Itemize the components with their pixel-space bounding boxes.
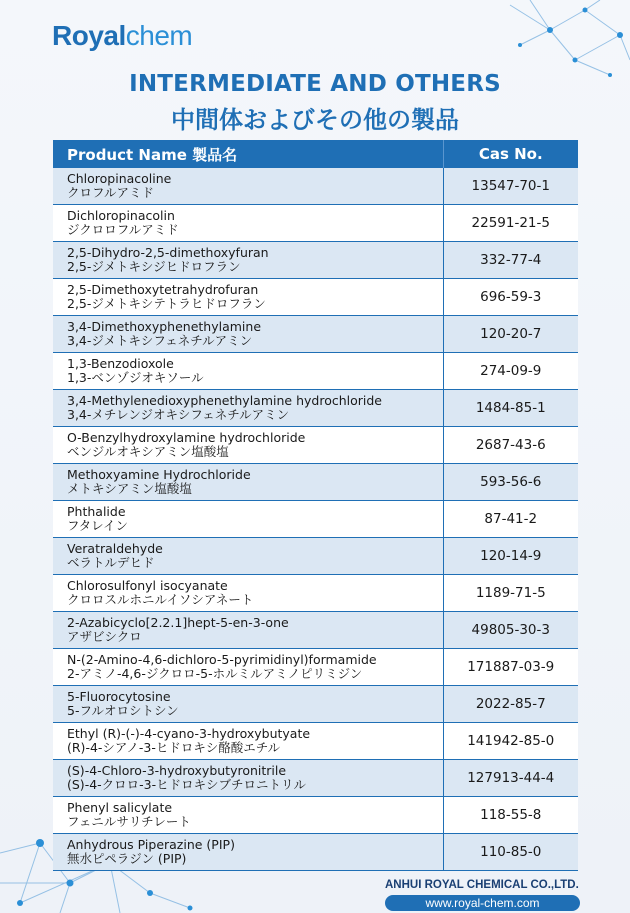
product-name-japanese: 無水ピペラジン (PIP) — [67, 851, 187, 866]
brand-logo — [52, 20, 192, 52]
product-name-cell — [53, 464, 443, 501]
product-name-cell — [53, 168, 443, 205]
product-name-cell — [53, 501, 443, 538]
cas-number-cell: 110-85-0 — [443, 834, 578, 871]
cas-number-cell: 22591-21-5 — [443, 205, 578, 242]
product-name-japanese: フタレイン — [67, 518, 129, 533]
product-name-cell — [53, 242, 443, 279]
cas-number-cell: 1189-71-5 — [443, 575, 578, 612]
product-name-english: 3,4-Methylenedioxyphenethylamine hydrochloride — [67, 393, 382, 408]
product-name-japanese: クロロスルホニルイソシアネート — [67, 592, 254, 607]
product-name-english: 2-Azabicyclo[2.2.1]hept-5-en-3-one — [67, 615, 289, 630]
cas-number-cell: 120-14-9 — [443, 538, 578, 575]
product-name-english: Chloropinacoline — [67, 171, 172, 186]
product-name-japanese: 2-アミノ-4,6-ジクロロ-5-ホルミルアミノピリミジン — [67, 666, 363, 681]
product-name-cell — [53, 427, 443, 464]
product-name-cell — [53, 316, 443, 353]
product-name-english: 5-Fluorocytosine — [67, 689, 171, 704]
product-name-japanese: (S)-4-クロロ-3-ヒドロキシブチロニトリル — [67, 777, 307, 792]
cas-number-cell: 696-59-3 — [443, 279, 578, 316]
product-name-cell — [53, 612, 443, 649]
table-row — [53, 575, 578, 612]
table-row — [53, 649, 578, 686]
cas-number-cell: 127913-44-4 — [443, 760, 578, 797]
cas-number-cell: 2687-43-6 — [443, 427, 578, 464]
page-title-japanese: 中間体およびその他の製品 — [171, 106, 459, 134]
product-table — [53, 140, 578, 871]
table-row — [53, 242, 578, 279]
product-name-english: Chlorosulfonyl isocyanate — [67, 578, 228, 593]
product-name-japanese: 2,5-ジメトキシジヒドロフラン — [67, 259, 241, 274]
page-title-english: INTERMEDIATE AND OTHERS — [129, 71, 501, 97]
product-name-english: 2,5-Dimethoxytetrahydrofuran — [67, 282, 259, 297]
product-name-cell — [53, 538, 443, 575]
product-name-japanese: メトキシアミン塩酸塩 — [67, 481, 192, 496]
table-row — [53, 205, 578, 242]
cas-number-cell: 13547-70-1 — [443, 168, 578, 205]
table-row — [53, 353, 578, 390]
product-name-japanese: クロフルアミド — [67, 185, 155, 200]
product-name-japanese: ベラトルデヒド — [67, 555, 155, 570]
cas-number-cell: 141942-85-0 — [443, 723, 578, 760]
product-name-japanese: 5-フルオロシトシン — [67, 703, 179, 718]
product-name-english: Phenyl salicylate — [67, 800, 173, 815]
product-name-cell — [53, 686, 443, 723]
product-name-japanese: (R)-4-シアノ-3-ヒドロキシ酪酸エチル — [67, 740, 281, 755]
product-name-japanese: 1,3-ベンゾジオキソール — [67, 370, 204, 385]
table-row — [53, 834, 578, 871]
product-name-japanese: 2,5-ジメトキシテトラヒドロフラン — [67, 296, 266, 311]
cas-number-cell: 1484-85-1 — [443, 390, 578, 427]
product-name-japanese: ベンジルオキシアミン塩酸塩 — [67, 444, 229, 459]
product-name-japanese: アザビシクロ — [67, 629, 142, 644]
column-header-cas-no: Cas No. — [443, 140, 578, 168]
product-name-cell — [53, 834, 443, 871]
table-row — [53, 279, 578, 316]
table-row — [53, 538, 578, 575]
product-name-cell — [53, 353, 443, 390]
table-header-row — [53, 140, 578, 168]
website-link[interactable]: www.royal-chem.com — [385, 895, 580, 911]
cas-number-cell: 118-55-8 — [443, 797, 578, 834]
product-name-english: Anhydrous Piperazine (PIP) — [67, 837, 235, 852]
product-name-cell — [53, 797, 443, 834]
table-row — [53, 760, 578, 797]
product-name-english: (S)-4-Chloro-3-hydroxybutyronitrile — [67, 763, 287, 778]
product-name-english: Methoxyamine Hydrochloride — [67, 467, 251, 482]
product-name-english: Veratraldehyde — [67, 541, 163, 556]
cas-number-cell: 49805-30-3 — [443, 612, 578, 649]
product-name-english: Dichloropinacolin — [67, 208, 175, 223]
brand-logo-chem: chem — [125, 20, 193, 51]
cas-number-cell: 274-09-9 — [443, 353, 578, 390]
product-name-english: Phthalide — [67, 504, 126, 519]
product-name-japanese: 3,4-メチレンジオキシフェネチルアミン — [67, 407, 290, 422]
product-name-japanese: 3,4-ジメトキシフェネチルアミン — [67, 333, 253, 348]
product-name-cell — [53, 390, 443, 427]
product-name-english: N-(2-Amino-4,6-dichloro-5-pyrimidinyl)formamide — [67, 652, 377, 667]
product-name-cell — [53, 760, 443, 797]
table-row — [53, 501, 578, 538]
brand-logo-royal: Royal — [52, 20, 126, 51]
product-name-cell — [53, 649, 443, 686]
product-name-english: O-Benzylhydroxylamine hydrochloride — [67, 430, 306, 445]
product-name-cell — [53, 575, 443, 612]
cas-number-cell: 2022-85-7 — [443, 686, 578, 723]
product-name-cell — [53, 279, 443, 316]
table-row — [53, 464, 578, 501]
cas-number-cell: 87-41-2 — [443, 501, 578, 538]
column-header-product-name: Product Name 製品名 — [53, 140, 443, 168]
cas-number-cell: 593-56-6 — [443, 464, 578, 501]
product-name-cell — [53, 723, 443, 760]
cas-number-cell: 332-77-4 — [443, 242, 578, 279]
product-name-cell — [53, 205, 443, 242]
table-row — [53, 612, 578, 649]
cas-number-cell: 120-20-7 — [443, 316, 578, 353]
molecule-network-decoration — [490, 0, 630, 80]
product-name-english: 1,3-Benzodioxole — [67, 356, 174, 371]
product-table-body — [53, 168, 578, 871]
product-name-english: Ethyl (R)-(-)-4-cyano-3-hydroxybutyate — [67, 726, 311, 741]
product-name-english: 2,5-Dihydro-2,5-dimethoxyfuran — [67, 245, 269, 260]
table-row — [53, 390, 578, 427]
company-name: ANHUI ROYAL CHEMICAL CO.,LTD. — [385, 879, 579, 891]
table-row — [53, 316, 578, 353]
product-name-japanese: ジクロロフルアミド — [67, 222, 179, 237]
table-row — [53, 797, 578, 834]
table-row — [53, 168, 578, 205]
table-row — [53, 686, 578, 723]
product-name-english: 3,4-Dimethoxyphenethylamine — [67, 319, 262, 334]
cas-number-cell: 171887-03-9 — [443, 649, 578, 686]
product-name-japanese: フェニルサリチレート — [67, 814, 191, 829]
table-row — [53, 723, 578, 760]
table-row — [53, 427, 578, 464]
